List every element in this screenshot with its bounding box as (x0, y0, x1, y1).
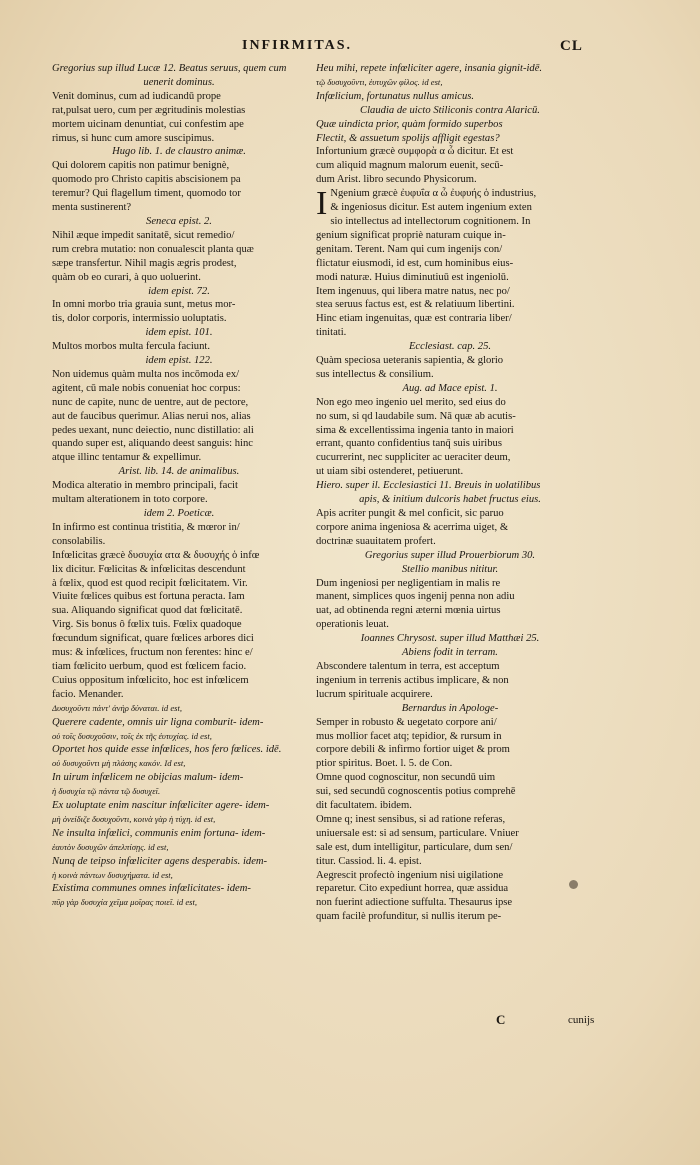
text-line: consolabilis. (52, 535, 106, 547)
text-line: dum Arist. libro secundo Physicorum. (316, 174, 477, 186)
text-line: facio. Menander. (52, 688, 124, 700)
text-line: sus intellectus & consilium. (316, 368, 434, 380)
text-line: rimus, si hunc cum amore suscipimus. (52, 132, 215, 144)
text-line: ἑαυτὸν δυσυχῶν ἀπελπίσῃς. id est, (52, 841, 169, 852)
text-line: In omni morbo tria grauia sunt, metus mor- (52, 299, 236, 311)
text-line: multam alterationem in toto corpore. (52, 494, 208, 506)
text-line: agitent, cū male nobis conueniat hoc corpus: (52, 382, 241, 394)
text-line: lix dicitur. Fœlicitas & infœlicitas descendunt (52, 563, 246, 575)
text-line: Bernardus in Apologe- (401, 702, 499, 714)
text-line: Querere cadente, omnis uir ligna comburit- idem- (52, 716, 264, 728)
text-line: Modica alteratio in membro principali, facit (52, 480, 238, 492)
text-line: stea seruus factus est, est & relatiuum libertini. (316, 299, 515, 311)
text-line: doctrinæ suauitatem profert. (316, 535, 436, 547)
text-line: uat, ad obtinenda regni æterni mœnia uirtus (316, 605, 501, 617)
text-line: Cuius oppositum infœlicito, hoc est infœlicem (52, 674, 249, 686)
text-line: errant, quanto confidentius tanq̄ suis uiribus (316, 438, 502, 450)
text-line: tis, dolor corporis, intermissio uoluptatis. (52, 313, 227, 325)
text-line: non fuerint adiectione suffulta. Thesaurus ipse (316, 897, 513, 909)
text-line: Nunq de teipso infœliciter agens desperabis. idem- (52, 855, 268, 867)
text-line: idem epist. 101. (145, 327, 213, 339)
text-line: cum aliquid magnum malorum euenit, secū- (316, 160, 504, 172)
text-line: Arist. lib. 14. de animalibus. (118, 466, 240, 478)
text-line: sima & excellentissima ingenia tanto in maiori (316, 424, 514, 436)
text-line: sio intellectus ad intellectorum cognitionem. In (330, 215, 531, 227)
text-line: Viuite fœlices quibus est fortuna peracta. Iam (52, 591, 245, 603)
text-line: In uirum infœlicem ne obijcias malum- idem- (52, 772, 244, 784)
text-line: Non ego meo ingenio uel merito, sed eius do (316, 396, 506, 408)
text-line: quam facilè profunditur, si nullis iterum pe- (316, 911, 502, 923)
text-line: ut uiam sibi ostenderet, petiuerunt. (316, 466, 464, 478)
text-line: menta sustinerent? (52, 202, 132, 214)
text-line: Ecclesiast. cap. 25. (408, 341, 492, 353)
text-line: tiam fœlicito uerbum, quod est fœlicem facio. (52, 660, 247, 672)
text-line: Hiero. super il. Ecclesiastici 11. Breuis in uolatilibus (316, 480, 541, 492)
drop-capital: I (316, 185, 328, 223)
text-line: Δυσυχοῦντι πάντ' ἀνὴρ δύναται. id est, (52, 702, 183, 713)
right-text-column (316, 62, 584, 924)
text-line: Aug. ad Mace epist. 1. (402, 382, 498, 394)
text-line: Gregorius super illud Prouerbiorum 30. (364, 549, 536, 561)
text-line: quomodo pro Christo capitis abscisionem pa (52, 174, 241, 186)
text-line: manent, simplices quos ingenij penna non adiu (316, 591, 515, 603)
text-line: rat,pulsat uero, cum per ægritudinis molestias (52, 104, 246, 116)
text-line: Gregorius sup illud Lucæ 12. Beatus seruus, quem cum (52, 63, 287, 74)
text-line: ἡ κοινὰ πάντων δυσυχήματα. id est, (52, 869, 173, 880)
text-line: mus mollior facet atq; tepidior, & rursum in (316, 730, 502, 742)
text-line: Quàm speciosa ueteranis sapientia, & glorio (316, 355, 504, 367)
folio-number: CL (560, 38, 583, 54)
text-line: idem epist. 72. (148, 285, 210, 297)
text-line: quàm ob eo curari, à quo uoluerint. (52, 271, 201, 283)
text-line: lucrum spirituale acquirere. (316, 688, 433, 700)
text-line: Semper in robusto & uegetato corpore ani/ (316, 716, 497, 728)
text-line: no sum, si qd laudabile sum. Nā quæ ab acutis- (316, 410, 516, 422)
text-line: atque illinc tentamur & expellimur. (52, 452, 202, 464)
text-line: pedes uexant, nunc deiectio, nunc distillatio: ali (52, 424, 254, 436)
text-line: Hugo lib. 1. de claustro animæ. (112, 146, 246, 158)
text-line: Stellio manibus nititur. (401, 563, 499, 575)
text-line: Non uidemus quàm multa nos incōmoda ex/ (52, 368, 240, 380)
text-line: titur. Cassiod. li. 4. epist. (316, 855, 422, 867)
text-line: apis, & initium dulcoris habet fructus eius. (359, 494, 541, 506)
text-line: Multos morbos multa fercula faciunt. (52, 341, 210, 353)
text-line: Qui dolorem capitis non patimur benignè, (52, 160, 230, 172)
text-line: corpore debili & infirmo fortior uiget & prom (316, 744, 510, 756)
ink-spot (569, 880, 578, 889)
text-line: idem 2. Poeticæ. (143, 508, 215, 519)
text-line: ἡ δυσυχία τῷ πάντα τῷ δυσυχεῖ. (52, 786, 161, 797)
text-line: uniuersale est: si ad sensum, particulare. Vniuer (316, 827, 519, 839)
text-line: Venit dominus, cum ad iudicandū prope (52, 90, 221, 102)
text-line: sale est, dum intelligitur, particulare, dum sen/ (316, 841, 513, 853)
text-line: à fœlix, quod est quod recipit fœlicitatem. Vir. (52, 577, 248, 589)
text-line: Omne quod cognoscitur, non secundū uim (316, 772, 496, 784)
text-line: πῦρ γὰρ δυσυχία χεῖμα μοῖρας ποιεῖ. id est, (52, 897, 198, 908)
text-line: Hinc etiam ingenuitas, quæ est contraria liber/ (316, 313, 512, 325)
text-line: fœcundum significat, quare fœlices arbores dici (52, 633, 254, 645)
text-line: cucurrerint, nec suppliciter ac ueraciter deum, (316, 452, 511, 464)
text-line: sæpe transfertur. Nihil magis ægris prodest, (52, 257, 237, 269)
text-line: flictatur eiusmodi, id est, cum hominibus eius- (316, 257, 514, 269)
text-line: Ioannes Chrysost. super illud Matthæi 25. (360, 633, 540, 645)
text-line: Abiens fodit in terram. (402, 647, 498, 659)
text-line: mortem uicinam denuntiat, cui confestim ape (52, 118, 244, 130)
text-line: Existima communes omnes infœlicitates- idem- (52, 883, 251, 895)
text-line: Oportet hos quide esse infœlices, hos fero fœlices. idē. (52, 744, 282, 756)
text-line: οὐ δυσυχοῦντι μὴ πλάσης κακόν. Id est, (52, 758, 186, 769)
text-line: nunc de capite, nunc de uentre, aut de pectore, (52, 396, 249, 408)
text-line: Infortunium græcè συμφορὰ α ὦ dicitur. Et est (316, 146, 514, 158)
text-line: mus: & infœlices, fructum non ferentes: hinc e/ (52, 647, 253, 659)
text-line: Heu mihi, repete infœliciter agere, insania gignit-idē. (316, 63, 543, 74)
text-line: Claudia de uicto Stiliconis contra Alaricū. (360, 104, 540, 116)
text-line: teremur? Qui flagellum timent, quomodo tor (52, 188, 241, 200)
left-text-column (52, 62, 306, 910)
text-line: reparetur. Cito expediunt horrea, quæ assidua (316, 883, 509, 895)
signature-mark: C (496, 1012, 506, 1027)
text-line: οὐ τοῖς δυσυχοῦσιν, τοῖς ἐκ τῆς ἐυτυχίας. id est, (52, 730, 212, 741)
text-line: genitam. Terent. Nam qui cum ingenijs con/ (316, 243, 503, 255)
text-line: ingenium in terrenis actibus implicare, & non (316, 674, 509, 686)
text-line: Aegrescit profectò ingenium nisi uigilatione (316, 869, 504, 881)
text-line: Flectit, & assuetum spolijs affligit egestas? (316, 132, 500, 144)
text-line: quando super est, aliquando deest sanguis: hinc (52, 438, 253, 450)
text-line: I Ngenium græcè ἐυφυΐα α ὦ ἐυφυής ὁ industrius, (316, 185, 537, 223)
text-line: Dum ingeniosi per negligentiam in malis re (316, 577, 501, 589)
text-line: operationis leuat. (316, 619, 389, 631)
text-line: uenerit dominus. (143, 76, 215, 88)
text-line: Infœlicium, fortunatus nullus amicus. (316, 90, 475, 102)
text-line: Quæ uindicta prior, quàm formido superbos (316, 118, 503, 130)
text-line: Ne insulta infœlici, communis enim fortuna- idem- (52, 827, 266, 839)
text-line: rum crebra mutatio: non conualescit planta quæ (52, 243, 254, 255)
text-line: Item ingenuus, qui libera matre natus, nec po/ (316, 285, 510, 297)
text-line: & ingeniosus dicitur. Est autem ingenium exten (330, 202, 532, 214)
text-line: corpore anima ingeniosa & acerrima uiget, & (316, 521, 509, 533)
catchword: cunijs (568, 1014, 595, 1026)
text-line: sui, sed secundū cognoscentis potius comprehē (316, 786, 516, 798)
text-line: ptior spiritus. Boet. l. 5. de Con. (316, 758, 453, 770)
text-line: Infœlicitas græcè δυσυχία ατα & δυσυχής ὁ infœ (52, 549, 260, 561)
text-line: Ex uoluptate enim nascitur infœliciter agere- idem- (52, 800, 270, 812)
text-line: In infirmo est continua tristitia, & mœror in/ (52, 521, 240, 533)
text-line: modi naturæ. Huius diminutiuū est ingeniolū. (316, 271, 509, 283)
text-line: Virg. Sis bonus ô fœlix tuis. Fœlix quadoque (52, 619, 242, 631)
text-line: dit facultatem. ibidem. (316, 800, 412, 812)
text-line: τῷ δυσυχοῦντι, ἐυτυχῶν φίλος. id est, (316, 76, 443, 87)
text-line: Nihil æque impedit sanitatē, sicut remedio/ (52, 229, 235, 241)
text-line: tinitati. (316, 327, 347, 339)
text-line: Seneca epist. 2. (146, 215, 212, 227)
text-line: Abscondere talentum in terra, est acceptum (316, 660, 500, 672)
text-line: Apis acriter pungit & mel conficit, sic paruo (316, 508, 504, 519)
running-title: INFIRMITAS. (242, 38, 353, 53)
text-line: Omne q; inest sensibus, si ad ratione referas, (316, 813, 506, 825)
text-line: genium significat propriè naturam cuique in- (316, 229, 506, 241)
page-header (0, 38, 700, 60)
text-line: μὴ ὀνείδιζε δυσυχοῦντι, κοινὰ γὰρ ἡ τύχη. id est, (52, 813, 216, 824)
text-line: sua. Aliquando significat quod dat fœlicitatē. (52, 605, 243, 617)
text-line: aut de faucibus querimur. Alias nerui nos, alias (52, 410, 251, 422)
text-line: idem epist. 122. (145, 355, 213, 367)
